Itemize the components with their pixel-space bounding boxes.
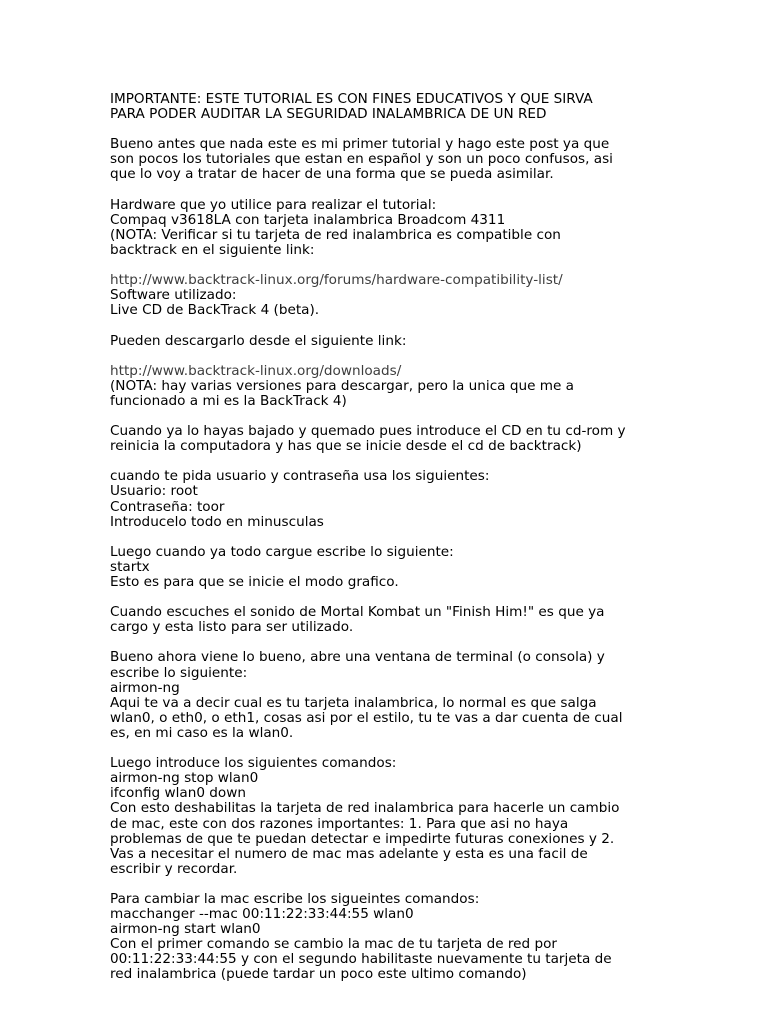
text-line: que lo voy a tratar de hacer de una forma que se pueda asimilar.: [110, 166, 554, 183]
text-line: Aqui te va a decir cual es tu tarjeta inalambrica, lo normal es que salga: [110, 694, 597, 711]
text-line: Usuario: root: [110, 483, 198, 500]
text-line: ifconfig wlan0 down: [110, 785, 246, 802]
text-line: Esto es para que se inicie el modo grafico.: [110, 574, 399, 590]
text-line: reinicia la computadora y has que se inicie desde el cd de backtrack): [110, 438, 582, 455]
url-link[interactable]: http://www.backtrack-linux.org/downloads/: [110, 362, 402, 379]
blank-line: [110, 454, 740, 469]
blank-line: [110, 635, 740, 650]
text-line: escribir y recordar.: [110, 860, 238, 877]
blank-line: [110, 183, 740, 198]
text-line: (NOTA: hay varias versiones para descargar, pero la unica que me a: [110, 377, 575, 394]
text-line: Contraseña: toor: [110, 498, 225, 515]
text-line: Hardware que yo utilice para realizar el tutorial:: [110, 196, 437, 213]
blank-line: [110, 409, 740, 424]
text-line: IMPORTANTE: ESTE TUTORIAL ES CON FINES EDUCATIVOS Y QUE SIRVA: [110, 91, 593, 107]
text-line: es, en mi caso es la wlan0.: [110, 724, 294, 741]
text-line: wlan0, o eth0, o eth1, cosas asi por el estilo, tu te vas a dar cuenta de cual: [110, 709, 623, 726]
text-line: Luego cuando ya todo cargue escribe lo siguiente:: [110, 543, 454, 560]
text-line: Luego introduce los siguientes comandos:: [110, 755, 397, 772]
text-line: red inalambrica (puede tardar un poco este ultimo comando): [110, 966, 527, 983]
blank-line: [110, 349, 740, 364]
text-line: backtrack en el siguiente link:: [110, 241, 315, 258]
text-line: macchanger --mac 00:11:22:33:44:55 wlan0: [110, 906, 414, 923]
blank-line: [110, 530, 740, 545]
text-line: Para cambiar la mac escribe los sigueintes comandos:: [110, 890, 480, 907]
text-line: problemas de que te puedan detectar e impedirte futuras conexiones y 2.: [110, 830, 615, 847]
text-line: Cuando ya lo hayas bajado y quemado pues introduce el CD en tu cd-rom y: [110, 423, 626, 440]
text-line: Bueno antes que nada este es mi primer tutorial y hago este post ya que: [110, 136, 610, 153]
text-line: Cuando escuches el sonido de Mortal Kombat un "Finish Him!" es que ya: [110, 604, 605, 621]
text-line: Pueden descargarlo desde el siguiente link:: [110, 332, 407, 349]
text-line: Compaq v3618LA con tarjeta inalambrica Broadcom 4311: [110, 211, 506, 228]
text-line: Con esto deshabilitas la tarjeta de red inalambrica para hacerle un cambio: [110, 800, 620, 817]
blank-line: [110, 122, 740, 137]
text-line: Software utilizado:: [110, 287, 237, 304]
url-link[interactable]: http://www.backtrack-linux.org/forums/hardware-compatibility-list/: [110, 272, 563, 289]
text-line: escribe lo siguiente:: [110, 664, 248, 681]
blank-line: [110, 741, 740, 756]
blank-line: [110, 318, 740, 333]
text-line: 00:11:22:33:44:55 y con el segundo habilitaste nuevamente tu tarjeta de: [110, 951, 612, 968]
text-line: Live CD de BackTrack 4 (beta).: [110, 302, 320, 319]
blank-line: [110, 877, 740, 892]
blank-line: [110, 590, 740, 605]
text-line: (NOTA: Verificar si tu tarjeta de red inalambrica es compatible con: [110, 226, 561, 243]
blank-line: [110, 258, 740, 273]
text-line: de mac, este con dos razones importantes: 1. Para que asi no haya: [110, 815, 569, 832]
text-line: cargo y esta listo para ser utilizado.: [110, 619, 354, 636]
text-line: airmon-ng stop wlan0: [110, 770, 259, 787]
text-line: airmon-ng: [110, 679, 180, 696]
text-line: son pocos los tutoriales que estan en español y son un poco confusos, asi: [110, 151, 613, 168]
document-page: [110, 92, 740, 983]
text-line: Con el primer comando se cambio la mac de tu tarjeta de red por: [110, 936, 558, 953]
text-line: startx: [110, 558, 150, 575]
text-line: Introducelo todo en minusculas: [110, 513, 324, 530]
text-line: funcionado a mi es la BackTrack 4): [110, 392, 347, 409]
text-line: Bueno ahora viene lo bueno, abre una ventana de terminal (o consola) y: [110, 649, 605, 666]
text-line: Vas a necesitar el numero de mac mas adelante y esta es una facil de: [110, 845, 588, 862]
text-line: airmon-ng start wlan0: [110, 921, 261, 938]
text-line: PARA PODER AUDITAR LA SEGURIDAD INALAMBRICA DE UN RED: [110, 106, 547, 123]
text-line: cuando te pida usuario y contraseña usa los siguientes:: [110, 468, 490, 485]
